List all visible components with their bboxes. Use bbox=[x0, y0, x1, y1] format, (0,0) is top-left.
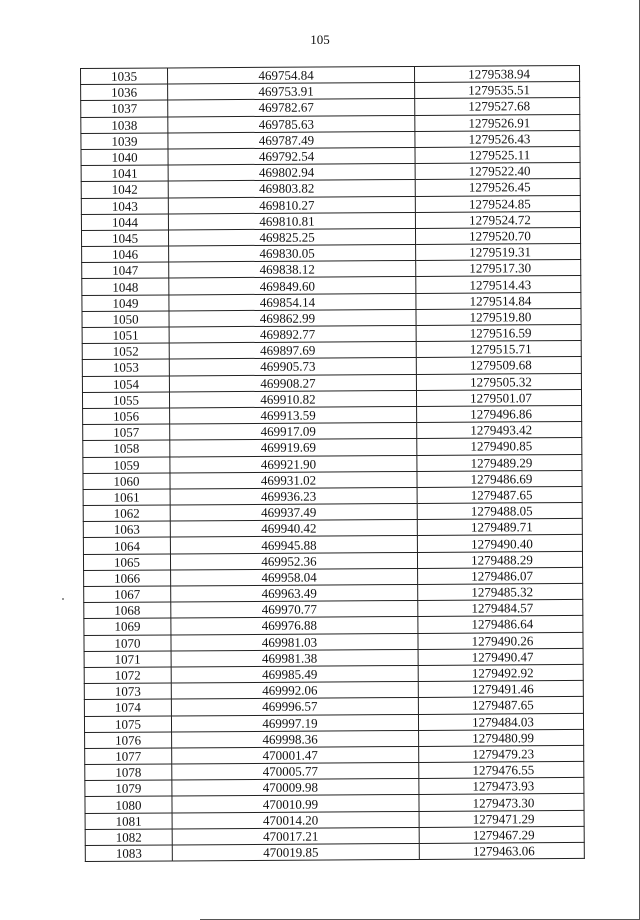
x-coordinate-cell: 469849.60 bbox=[169, 277, 416, 295]
point-id-cell: 1064 bbox=[83, 537, 170, 554]
x-coordinate-cell: 469917.09 bbox=[170, 423, 417, 441]
point-id-cell: 1077 bbox=[85, 748, 172, 765]
point-id-cell: 1070 bbox=[84, 635, 171, 652]
y-coordinate-cell: 1279467.29 bbox=[419, 826, 584, 843]
point-id-cell: 1059 bbox=[83, 456, 170, 473]
x-coordinate-cell: 469976.88 bbox=[171, 617, 418, 635]
point-id-cell: 1083 bbox=[85, 845, 172, 862]
x-coordinate-cell: 469897.69 bbox=[169, 342, 416, 360]
scan-speck bbox=[62, 598, 64, 600]
y-coordinate-cell: 1279525.11 bbox=[415, 146, 580, 163]
point-id-cell: 1045 bbox=[81, 230, 168, 247]
x-coordinate-cell: 469892.77 bbox=[169, 325, 416, 343]
x-coordinate-cell: 469992.06 bbox=[171, 682, 418, 700]
y-coordinate-cell: 1279526.45 bbox=[415, 179, 580, 196]
x-coordinate-cell: 469787.49 bbox=[168, 131, 415, 149]
x-coordinate-cell: 469970.77 bbox=[171, 601, 418, 619]
y-coordinate-cell: 1279522.40 bbox=[415, 163, 580, 180]
x-coordinate-cell: 470001.47 bbox=[172, 746, 419, 764]
y-coordinate-cell: 1279493.42 bbox=[417, 422, 582, 439]
coordinate-table-container bbox=[80, 65, 585, 862]
x-coordinate-cell: 469854.14 bbox=[169, 293, 416, 311]
point-id-cell: 1048 bbox=[82, 278, 169, 295]
y-coordinate-cell: 1279515.71 bbox=[416, 341, 581, 358]
y-coordinate-cell: 1279484.57 bbox=[418, 600, 583, 617]
y-coordinate-cell: 1279526.43 bbox=[415, 130, 580, 147]
point-id-cell: 1067 bbox=[84, 586, 171, 603]
point-id-cell: 1075 bbox=[84, 715, 171, 732]
point-id-cell: 1080 bbox=[85, 796, 172, 813]
coordinate-table bbox=[80, 65, 585, 862]
x-coordinate-cell: 469998.36 bbox=[172, 730, 419, 748]
point-id-cell: 1038 bbox=[81, 117, 168, 134]
x-coordinate-cell: 469908.27 bbox=[169, 374, 416, 392]
point-id-cell: 1050 bbox=[82, 311, 169, 328]
y-coordinate-cell: 1279476.55 bbox=[419, 761, 584, 778]
x-coordinate-cell: 470010.99 bbox=[172, 795, 419, 813]
y-coordinate-cell: 1279479.23 bbox=[419, 745, 584, 762]
x-coordinate-cell: 469931.02 bbox=[170, 471, 417, 489]
x-coordinate-cell: 469862.99 bbox=[169, 309, 416, 327]
y-coordinate-cell: 1279519.31 bbox=[416, 244, 581, 261]
x-coordinate-cell: 470019.85 bbox=[172, 843, 419, 861]
point-id-cell: 1076 bbox=[85, 732, 172, 749]
point-id-cell: 1061 bbox=[83, 489, 170, 506]
y-coordinate-cell: 1279519.80 bbox=[416, 308, 581, 325]
x-coordinate-cell: 470009.98 bbox=[172, 779, 419, 797]
x-coordinate-cell: 469996.57 bbox=[171, 698, 418, 716]
point-id-cell: 1079 bbox=[85, 780, 172, 797]
coordinate-table-body bbox=[81, 65, 585, 861]
x-coordinate-cell: 469830.05 bbox=[169, 245, 416, 263]
y-coordinate-cell: 1279490.26 bbox=[418, 632, 583, 649]
y-coordinate-cell: 1279488.29 bbox=[417, 551, 582, 568]
y-coordinate-cell: 1279490.47 bbox=[418, 648, 583, 665]
point-id-cell: 1051 bbox=[82, 327, 169, 344]
x-coordinate-cell: 469945.88 bbox=[170, 536, 417, 554]
x-coordinate-cell: 469952.36 bbox=[170, 552, 417, 570]
y-coordinate-cell: 1279514.84 bbox=[416, 292, 581, 309]
x-coordinate-cell: 469785.63 bbox=[168, 115, 415, 133]
table-row bbox=[85, 842, 584, 861]
x-coordinate-cell: 469937.49 bbox=[170, 504, 417, 522]
y-coordinate-cell: 1279488.05 bbox=[417, 503, 582, 520]
y-coordinate-cell: 1279463.06 bbox=[419, 842, 584, 859]
y-coordinate-cell: 1279492.92 bbox=[418, 664, 583, 681]
x-coordinate-cell: 469754.84 bbox=[168, 66, 415, 84]
y-coordinate-cell: 1279485.32 bbox=[418, 583, 583, 600]
y-coordinate-cell: 1279486.64 bbox=[418, 616, 583, 633]
x-coordinate-cell: 469810.27 bbox=[168, 196, 415, 214]
point-id-cell: 1063 bbox=[83, 521, 170, 538]
point-id-cell: 1039 bbox=[81, 133, 168, 150]
point-id-cell: 1052 bbox=[82, 343, 169, 360]
y-coordinate-cell: 1279473.93 bbox=[419, 778, 584, 795]
y-coordinate-cell: 1279501.07 bbox=[416, 389, 581, 406]
y-coordinate-cell: 1279471.29 bbox=[419, 810, 584, 827]
point-id-cell: 1060 bbox=[83, 473, 170, 490]
point-id-cell: 1066 bbox=[84, 570, 171, 587]
x-coordinate-cell: 469838.12 bbox=[169, 261, 416, 279]
point-id-cell: 1036 bbox=[81, 84, 168, 101]
point-id-cell: 1068 bbox=[84, 602, 171, 619]
point-id-cell: 1081 bbox=[85, 813, 172, 830]
point-id-cell: 1065 bbox=[83, 554, 170, 571]
x-coordinate-cell: 469913.59 bbox=[170, 406, 417, 424]
x-coordinate-cell: 470014.20 bbox=[172, 811, 419, 829]
y-coordinate-cell: 1279514.43 bbox=[416, 276, 581, 293]
point-id-cell: 1055 bbox=[82, 392, 169, 409]
point-id-cell: 1041 bbox=[81, 165, 168, 182]
point-id-cell: 1057 bbox=[83, 424, 170, 441]
y-coordinate-cell: 1279489.29 bbox=[417, 454, 582, 471]
x-coordinate-cell: 470005.77 bbox=[172, 763, 419, 781]
point-id-cell: 1056 bbox=[83, 408, 170, 425]
point-id-cell: 1069 bbox=[84, 618, 171, 635]
y-coordinate-cell: 1279538.94 bbox=[414, 65, 579, 82]
x-coordinate-cell: 469958.04 bbox=[171, 568, 418, 586]
x-coordinate-cell: 469910.82 bbox=[169, 390, 416, 408]
x-coordinate-cell: 469802.94 bbox=[168, 164, 415, 182]
y-coordinate-cell: 1279491.46 bbox=[418, 681, 583, 698]
y-coordinate-cell: 1279487.65 bbox=[417, 486, 582, 503]
point-id-cell: 1062 bbox=[83, 505, 170, 522]
y-coordinate-cell: 1279526.91 bbox=[415, 114, 580, 131]
x-coordinate-cell: 469963.49 bbox=[171, 584, 418, 602]
scan-speck bbox=[178, 456, 180, 458]
y-coordinate-cell: 1279484.03 bbox=[418, 713, 583, 730]
point-id-cell: 1078 bbox=[85, 764, 172, 781]
y-coordinate-cell: 1279486.07 bbox=[418, 567, 583, 584]
point-id-cell: 1040 bbox=[81, 149, 168, 166]
y-coordinate-cell: 1279489.71 bbox=[417, 519, 582, 536]
y-coordinate-cell: 1279524.85 bbox=[415, 195, 580, 212]
y-coordinate-cell: 1279524.72 bbox=[415, 211, 580, 228]
x-coordinate-cell: 469997.19 bbox=[171, 714, 418, 732]
point-id-cell: 1058 bbox=[83, 440, 170, 457]
point-id-cell: 1072 bbox=[84, 667, 171, 684]
x-coordinate-cell: 469905.73 bbox=[169, 358, 416, 376]
x-coordinate-cell: 469803.82 bbox=[168, 180, 415, 198]
x-coordinate-cell: 469792.54 bbox=[168, 147, 415, 165]
y-coordinate-cell: 1279487.65 bbox=[418, 697, 583, 714]
x-coordinate-cell: 469981.38 bbox=[171, 649, 418, 667]
x-coordinate-cell: 469825.25 bbox=[168, 228, 415, 246]
y-coordinate-cell: 1279490.85 bbox=[417, 438, 582, 455]
point-id-cell: 1037 bbox=[81, 100, 168, 117]
point-id-cell: 1082 bbox=[85, 829, 172, 846]
y-coordinate-cell: 1279490.40 bbox=[417, 535, 582, 552]
y-coordinate-cell: 1279496.86 bbox=[417, 405, 582, 422]
x-coordinate-cell: 469782.67 bbox=[168, 99, 415, 117]
y-coordinate-cell: 1279505.32 bbox=[416, 373, 581, 390]
y-coordinate-cell: 1279486.69 bbox=[417, 470, 582, 487]
x-coordinate-cell: 469936.23 bbox=[170, 487, 417, 505]
point-id-cell: 1049 bbox=[82, 295, 169, 312]
point-id-cell: 1053 bbox=[82, 359, 169, 376]
x-coordinate-cell: 469919.69 bbox=[170, 439, 417, 457]
point-id-cell: 1046 bbox=[82, 246, 169, 263]
y-coordinate-cell: 1279520.70 bbox=[415, 227, 580, 244]
point-id-cell: 1047 bbox=[82, 262, 169, 279]
y-coordinate-cell: 1279517.30 bbox=[416, 260, 581, 277]
point-id-cell: 1043 bbox=[81, 197, 168, 214]
y-coordinate-cell: 1279473.30 bbox=[419, 794, 584, 811]
x-coordinate-cell: 470017.21 bbox=[172, 827, 419, 845]
point-id-cell: 1054 bbox=[82, 376, 169, 393]
x-coordinate-cell: 469985.49 bbox=[171, 665, 418, 683]
x-coordinate-cell: 469810.81 bbox=[168, 212, 415, 230]
x-coordinate-cell: 469921.90 bbox=[170, 455, 417, 473]
y-coordinate-cell: 1279527.68 bbox=[415, 98, 580, 115]
point-id-cell: 1044 bbox=[81, 214, 168, 231]
y-coordinate-cell: 1279480.99 bbox=[419, 729, 584, 746]
point-id-cell: 1035 bbox=[81, 68, 168, 85]
x-coordinate-cell: 469940.42 bbox=[170, 520, 417, 538]
y-coordinate-cell: 1279516.59 bbox=[416, 324, 581, 341]
point-id-cell: 1074 bbox=[84, 699, 171, 716]
point-id-cell: 1042 bbox=[81, 181, 168, 198]
point-id-cell: 1071 bbox=[84, 651, 171, 668]
y-coordinate-cell: 1279509.68 bbox=[416, 357, 581, 374]
page-number: 105 bbox=[310, 32, 330, 47]
x-coordinate-cell: 469753.91 bbox=[168, 83, 415, 101]
x-coordinate-cell: 469981.03 bbox=[171, 633, 418, 651]
y-coordinate-cell: 1279535.51 bbox=[415, 82, 580, 99]
point-id-cell: 1073 bbox=[84, 683, 171, 700]
